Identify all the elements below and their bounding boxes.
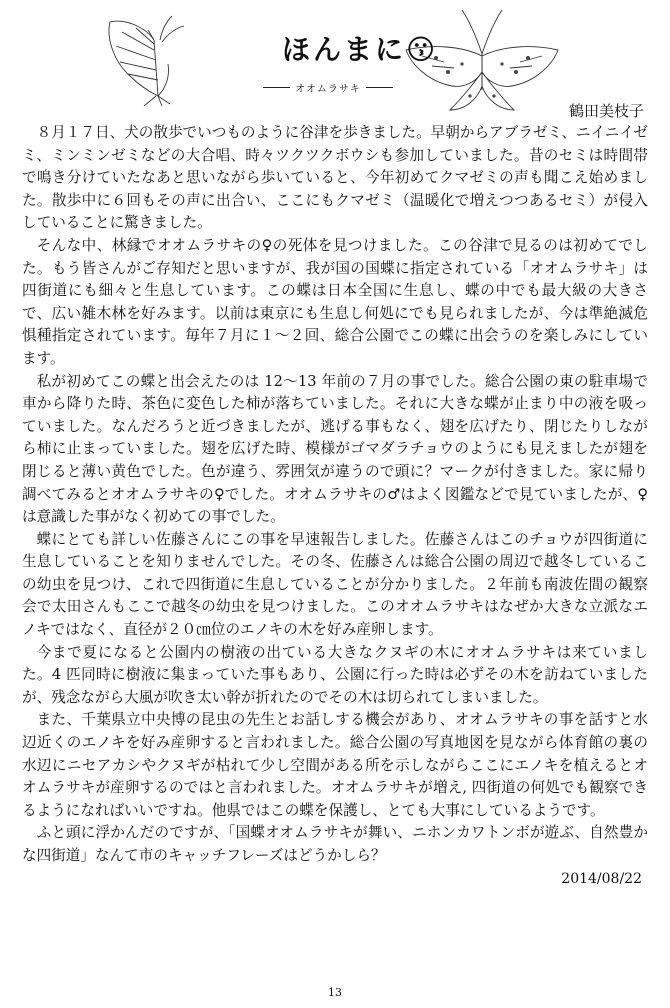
- subtitle-text: オオムラサキ: [295, 84, 361, 95]
- date-line: [22, 868, 648, 891]
- paragraph: ８月１７日、犬の散歩でいつものように谷津を歩きました。早朝からアブラゼミ、ニイニイゼミ、ミンミンゼミなどの大合唱、時々ツクツクボウシも参加していました。昔のセミは時間帯で鳴き分けていたなあと思いながら歩いていると、今年初めてクマゼミの声も聞こえ始めました。散歩中に６回もその声に出合い、ここにもクマゼミ（温暖化で増えつつあるセミ）が侵入していることに驚きました。: [22, 124, 648, 232]
- paragraph: 蝶にとても詳しい佐藤さんにこの事を早速報告しました。佐藤さんはこのチョウが四街道に生息していることを知りませんでした。その冬、佐藤さんは総合公園の周辺で越冬しているこの幼虫を見つけ、これで四街道に生息していることが分かりました。２年前も南波佐間の観察会で太田さんもここで越冬の幼虫を見つけました。このオオムラサキはなぜか大きな立派なエノキではなく、直径が２０㎝位のエノキの木を好み産卵します。: [22, 530, 648, 639]
- paragraph: 今まで夏になると公園内の樹液の出ている大きなクヌギの木にオオムラサキは来ていました。4 匹同時に樹液に集まっていた事もあり、公園に行った時は必ずその木を訪ねていましたが、残念ながら大風が吹き太い幹が折れたのでその木は切られてしまいました。: [22, 643, 648, 706]
- author-name: 鶴田美枝子: [568, 102, 644, 120]
- final-paragraph: [22, 822, 648, 867]
- article-body: [22, 122, 648, 890]
- article-subtitle: [258, 80, 398, 95]
- butterfly-illustration-left: [96, 10, 226, 110]
- page-number: 13: [328, 986, 342, 999]
- final-paragraph-text: ふと頭に浮かんだのですが、「国蝶オオムラサキが舞い、ニホンカワトンボが遊ぶ、自然豊かな四街道」なんて市のキャッチフレーズはどうかしら？: [22, 824, 648, 864]
- subtitle-rule-left: [263, 87, 290, 88]
- paragraph: また、千葉県立中央博の昆虫の先生とお話しする機会があり、オオムラサキの事を話すと水辺近くのエノキを好み産卵すると言われました。総合公園の写真地図を見ながら体育館の裏の水辺にニセアカシやクヌギが枯れて少し空間がある所を示しながらここにエノキを植えるとオオムラサキが産卵するのではと言われました。オオムラサキが増え, 四街道の何処でも観察できるようになればいいですね。他県ではこの蝶を保護し、とても大事にしているようです。: [22, 711, 648, 819]
- article-date: 2014/08/22: [561, 870, 642, 887]
- paragraph: そんな中、林縁でオオムラサキの♀の死体を見つけました。この谷津で見るのは初めてでした。もう皆さんがご存知だと思いますが、我が国の国蝶に指定されている「オオムラサキ」は四街道にも細々と生息しています。この蝶は日本全国に生息し、蝶の中でも最大級の大きさで、広い雑木林を好みます。以前は東京にも生息し何処にでも見られましたが、今は準絶滅危惧種指定されています。毎年７月に１～２回、総合公園でこの蝶に出会うのを楽しみにしています。: [22, 236, 648, 367]
- paragraph: 私が初めてこの蝶と出会えたのは 12～13 年前の７月の事でした。総合公園の東の駐車場で車から降りた時、茶色に変色した柿が落ちていました。それに大きな蝶が止まり中の液を吸っていました。なんだろうと近づきましたが、逃げる事もなく、翅を広げたり、閉じたりしながら柿に止まっていました。翅を広げた時、模様がゴマダラチョウのようにも見えましたが翅を閉じると薄い黄色でした。色が違う、雰囲気が違うので頭に？マークが付きました。家に帰り調べてみるとオオムラサキの♀でした。オオムラサキの♂はよく図鑑などで見ていましたが、♀は意識した事がなく初めての事でした。: [22, 372, 648, 526]
- subtitle-rule-right: [366, 87, 393, 88]
- article-title: ほんまに😗: [282, 33, 439, 66]
